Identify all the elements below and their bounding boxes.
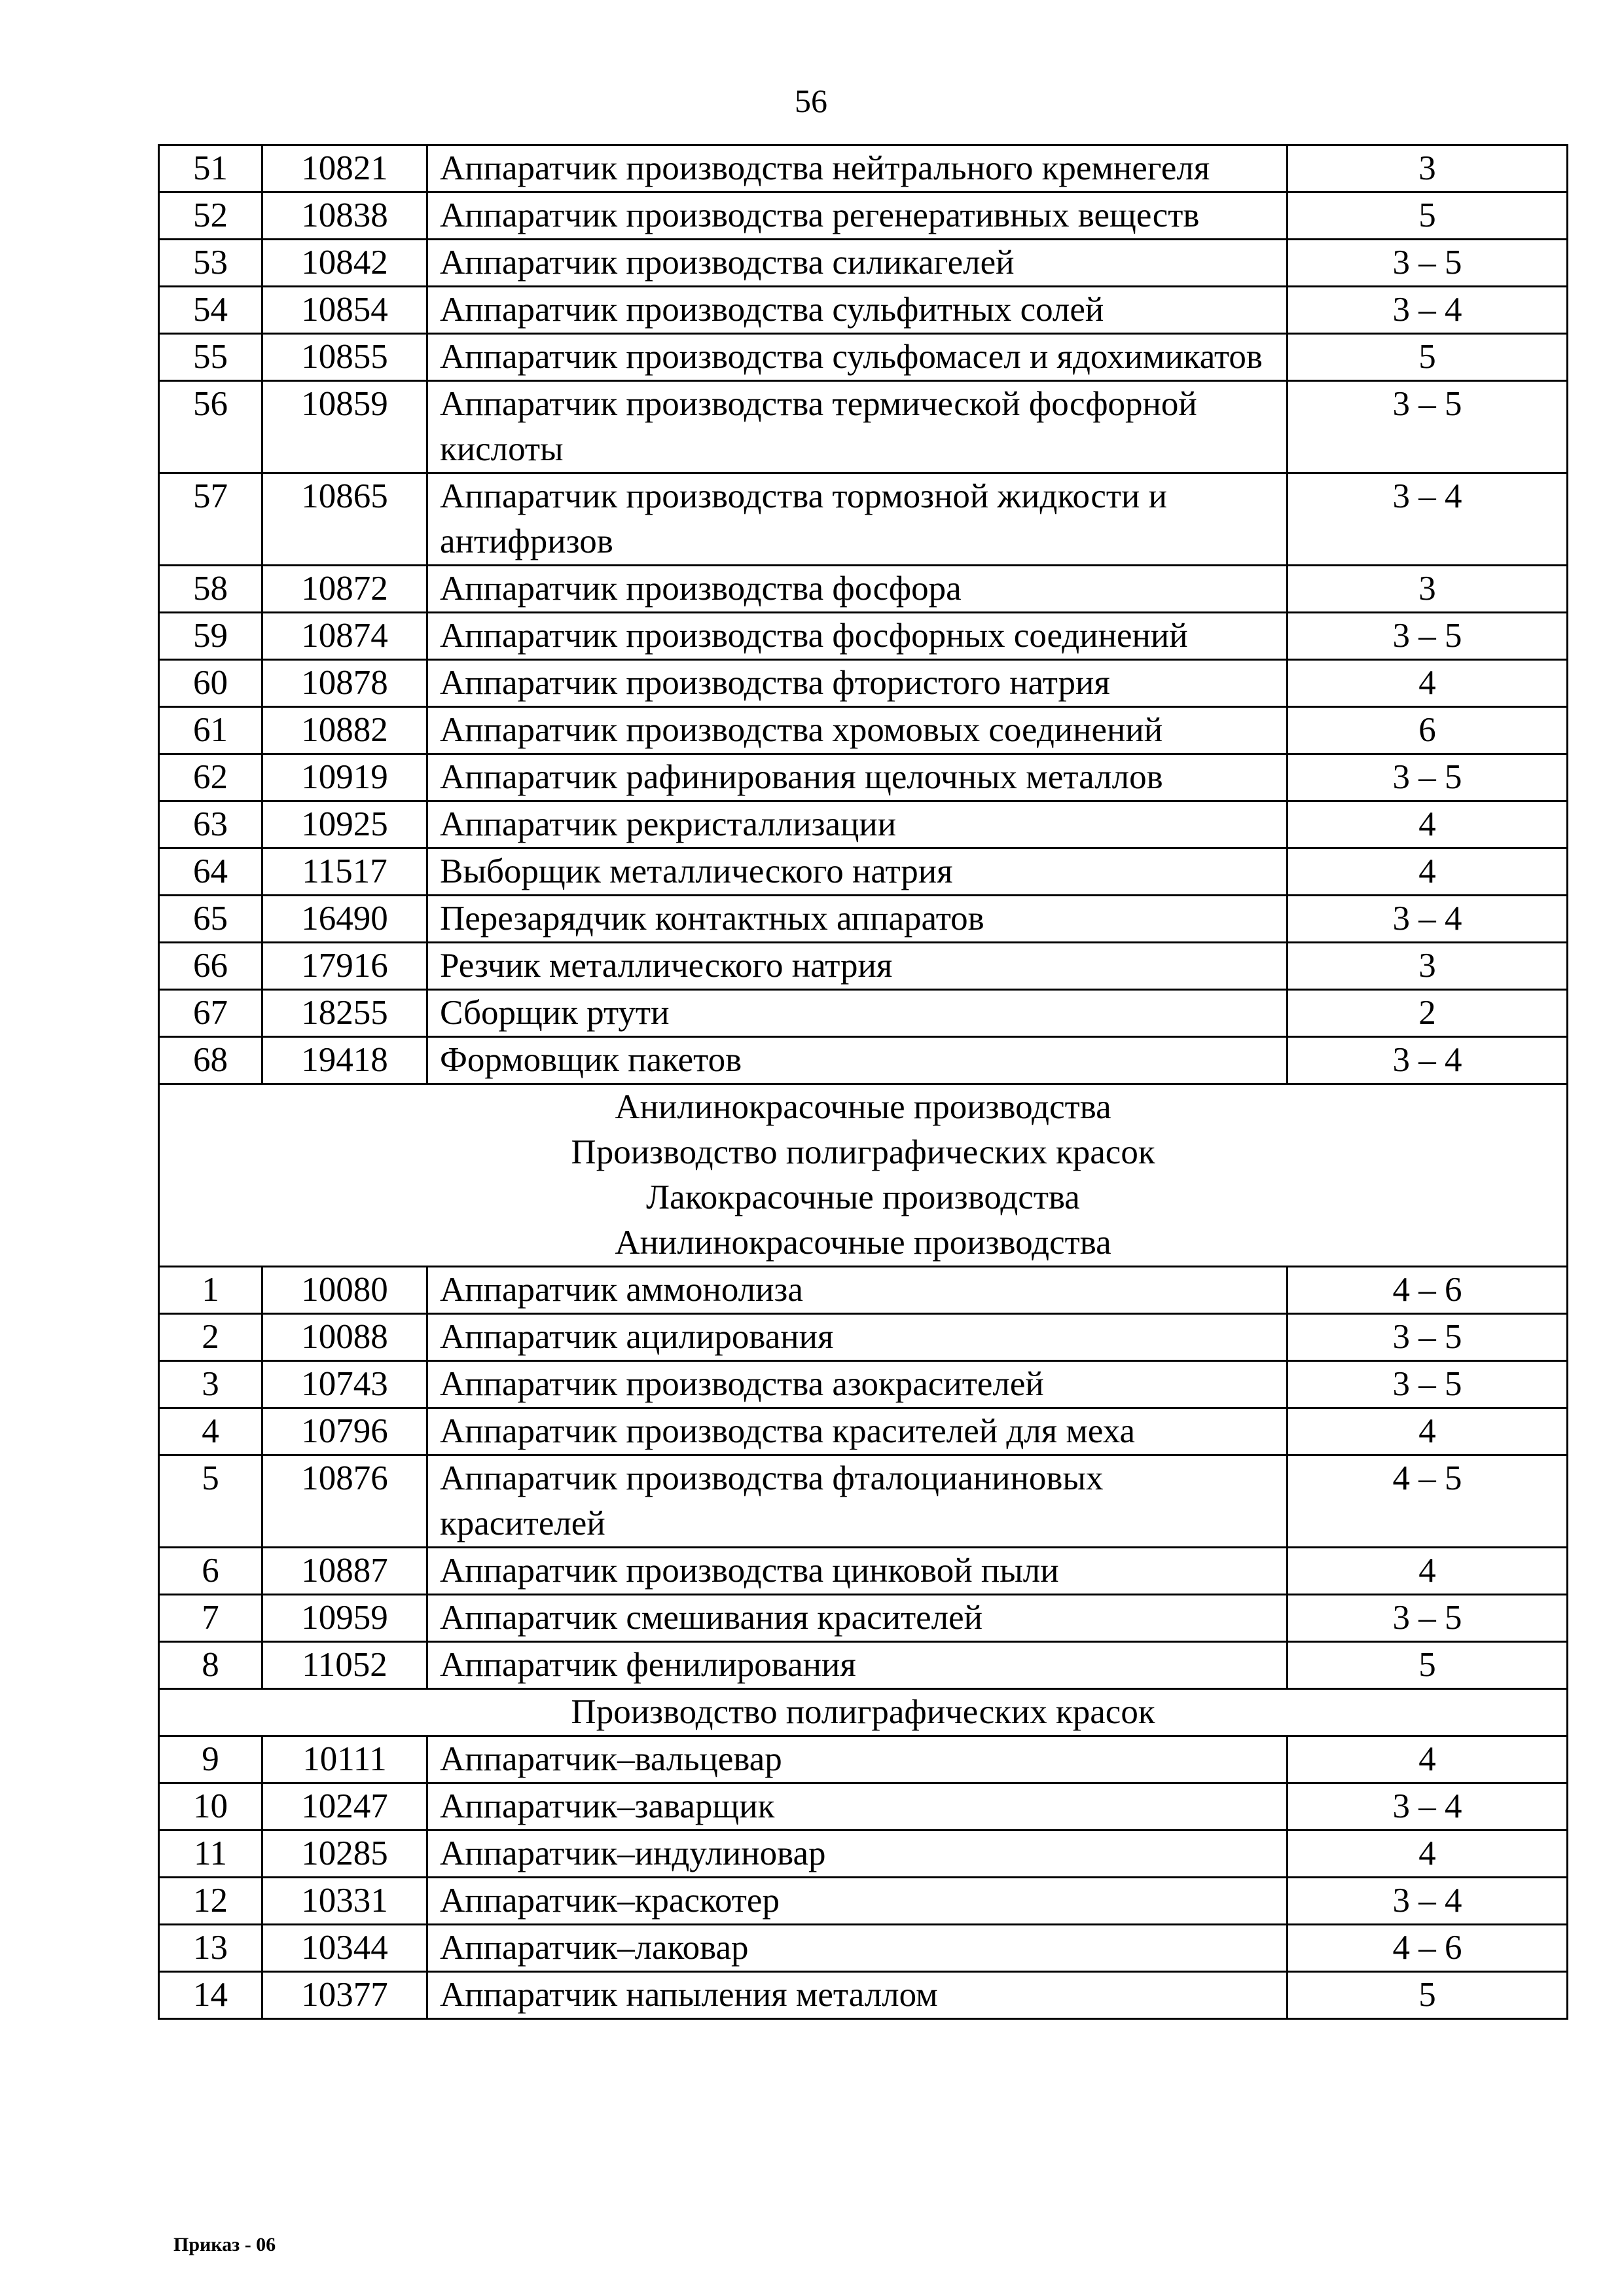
row-number: 4: [159, 1408, 262, 1455]
profession-name: Аппаратчик производства сульфитных солей: [427, 287, 1288, 334]
grade-range: 3 – 4: [1288, 473, 1568, 566]
row-number: 63: [159, 801, 262, 848]
table-row: [159, 801, 1568, 848]
section-header-row: [159, 1689, 1568, 1736]
profession-name: Резчик металлического натрия: [427, 943, 1288, 990]
grade-range: 3 – 5: [1288, 381, 1568, 473]
section-title: Анилинокрасочные производства: [615, 1224, 1111, 1262]
profession-name: Перезарядчик контактных аппаратов: [427, 896, 1288, 943]
table-row: [159, 1548, 1568, 1595]
profession-name: Аппаратчик производства фосфора: [427, 566, 1288, 613]
profession-code: 18255: [262, 990, 427, 1037]
table-row: [159, 1783, 1568, 1831]
grade-range: 4: [1288, 660, 1568, 707]
professions-table: [158, 144, 1568, 2020]
table-row: [159, 1267, 1568, 1314]
profession-name: Аппаратчик рекристаллизации: [427, 801, 1288, 848]
grade-range: 2: [1288, 990, 1568, 1037]
profession-name: Аппаратчик производства азокрасителей: [427, 1361, 1288, 1408]
profession-name: Аппаратчик–индулиновар: [427, 1831, 1288, 1878]
profession-name: Аппаратчик производства тормозной жидкости и антифризов: [427, 473, 1288, 566]
row-number: 1: [159, 1267, 262, 1314]
table-row: [159, 1642, 1568, 1689]
grade-range: 3 – 4: [1288, 287, 1568, 334]
grade-range: 3 – 5: [1288, 613, 1568, 660]
profession-name: Аппаратчик производства регенеративных веществ: [427, 192, 1288, 240]
row-number: 56: [159, 381, 262, 473]
table-row: [159, 896, 1568, 943]
profession-name: Аппаратчик аммонолиза: [427, 1267, 1288, 1314]
profession-code: 10344: [262, 1925, 427, 1972]
page-number: 56: [795, 82, 827, 119]
profession-code: 10247: [262, 1783, 427, 1831]
grade-range: 4: [1288, 801, 1568, 848]
grade-range: 4 – 6: [1288, 1267, 1568, 1314]
profession-name: Аппаратчик производства красителей для меха: [427, 1408, 1288, 1455]
section-title: Производство полиграфических красок: [571, 1693, 1155, 1731]
row-number: 60: [159, 660, 262, 707]
row-number: 3: [159, 1361, 262, 1408]
row-number: 55: [159, 334, 262, 381]
profession-name: Аппаратчик–краскотер: [427, 1878, 1288, 1925]
row-number: 67: [159, 990, 262, 1037]
table-row: [159, 1831, 1568, 1878]
grade-range: 4: [1288, 848, 1568, 896]
row-number: 57: [159, 473, 262, 566]
row-number: 58: [159, 566, 262, 613]
row-number: 13: [159, 1925, 262, 1972]
profession-name: Аппаратчик фенилирования: [427, 1642, 1288, 1689]
row-number: 14: [159, 1972, 262, 2019]
row-number: 68: [159, 1037, 262, 1084]
table-row: [159, 1736, 1568, 1783]
profession-code: 10887: [262, 1548, 427, 1595]
table-row: [159, 990, 1568, 1037]
profession-code: 10080: [262, 1267, 427, 1314]
table-row: [159, 334, 1568, 381]
grade-range: 3 – 4: [1288, 1878, 1568, 1925]
section-header: [159, 1689, 1568, 1736]
profession-name: Выборщик металлического натрия: [427, 848, 1288, 896]
row-number: 54: [159, 287, 262, 334]
row-number: 2: [159, 1314, 262, 1361]
table-row: [159, 1361, 1568, 1408]
profession-code: 10838: [262, 192, 427, 240]
profession-name: Аппаратчик производства силикагелей: [427, 240, 1288, 287]
row-number: 62: [159, 754, 262, 801]
profession-code: 10743: [262, 1361, 427, 1408]
profession-code: 10959: [262, 1595, 427, 1642]
profession-name: Аппаратчик рафинирования щелочных металлов: [427, 754, 1288, 801]
table-row: [159, 1408, 1568, 1455]
profession-code: 10285: [262, 1831, 427, 1878]
table-row: [159, 192, 1568, 240]
profession-name: Аппаратчик–заварщик: [427, 1783, 1288, 1831]
table-row: [159, 1037, 1568, 1084]
row-number: 51: [159, 145, 262, 192]
profession-name: Аппаратчик ацилирования: [427, 1314, 1288, 1361]
table-row: [159, 613, 1568, 660]
profession-name: Аппаратчик смешивания красителей: [427, 1595, 1288, 1642]
grade-range: 4 – 5: [1288, 1455, 1568, 1548]
grade-range: 3: [1288, 145, 1568, 192]
profession-code: 10876: [262, 1455, 427, 1548]
profession-code: 10925: [262, 801, 427, 848]
table-row: [159, 707, 1568, 754]
table-row: [159, 240, 1568, 287]
table-row: [159, 473, 1568, 566]
table-row: [159, 1595, 1568, 1642]
profession-name: Аппаратчик напыления металлом: [427, 1972, 1288, 2019]
row-number: 59: [159, 613, 262, 660]
table-row: [159, 145, 1568, 192]
row-number: 9: [159, 1736, 262, 1783]
profession-code: 10855: [262, 334, 427, 381]
table-row: [159, 943, 1568, 990]
profession-code: 10859: [262, 381, 427, 473]
row-number: 66: [159, 943, 262, 990]
profession-code: 16490: [262, 896, 427, 943]
grade-range: 3 – 5: [1288, 754, 1568, 801]
table-row: [159, 754, 1568, 801]
grade-range: 3 – 5: [1288, 240, 1568, 287]
profession-code: 10872: [262, 566, 427, 613]
section-header: [159, 1084, 1568, 1267]
row-number: 53: [159, 240, 262, 287]
table-row: [159, 381, 1568, 473]
grade-range: 3 – 4: [1288, 1783, 1568, 1831]
table-row: [159, 1925, 1568, 1972]
grade-range: 6: [1288, 707, 1568, 754]
table-row: [159, 1972, 1568, 2019]
grade-range: 5: [1288, 1642, 1568, 1689]
profession-code: 10919: [262, 754, 427, 801]
table-row: [159, 1314, 1568, 1361]
profession-code: 11517: [262, 848, 427, 896]
profession-name: Аппаратчик производства цинковой пыли: [427, 1548, 1288, 1595]
profession-name: Аппаратчик производства термической фосфорной кислоты: [427, 381, 1288, 473]
profession-code: 19418: [262, 1037, 427, 1084]
table-row: [159, 566, 1568, 613]
profession-name: Аппаратчик производства фталоцианиновых красителей: [427, 1455, 1288, 1548]
profession-code: 10878: [262, 660, 427, 707]
row-number: 12: [159, 1878, 262, 1925]
footer-label: Приказ - 06: [173, 2234, 276, 2255]
grade-range: 4: [1288, 1408, 1568, 1455]
grade-range: 3 – 5: [1288, 1314, 1568, 1361]
profession-code: 10331: [262, 1878, 427, 1925]
profession-name: Аппаратчик производства сульфомасел и ядохимикатов: [427, 334, 1288, 381]
profession-name: Аппаратчик производства фтористого натрия: [427, 660, 1288, 707]
grade-range: 3: [1288, 566, 1568, 613]
row-number: 7: [159, 1595, 262, 1642]
table-row: [159, 848, 1568, 896]
row-number: 65: [159, 896, 262, 943]
profession-name: Формовщик пакетов: [427, 1037, 1288, 1084]
profession-name: Аппаратчик производства фосфорных соединений: [427, 613, 1288, 660]
row-number: 52: [159, 192, 262, 240]
row-number: 11: [159, 1831, 262, 1878]
row-number: 64: [159, 848, 262, 896]
profession-code: 10796: [262, 1408, 427, 1455]
profession-code: 10865: [262, 473, 427, 566]
table-row: [159, 1455, 1568, 1548]
row-number: 5: [159, 1455, 262, 1548]
grade-range: 5: [1288, 334, 1568, 381]
grade-range: 3: [1288, 943, 1568, 990]
profession-code: 10854: [262, 287, 427, 334]
table-row: [159, 1878, 1568, 1925]
grade-range: 3 – 4: [1288, 896, 1568, 943]
table-row: [159, 287, 1568, 334]
profession-code: 10088: [262, 1314, 427, 1361]
profession-code: 10874: [262, 613, 427, 660]
profession-name: Аппаратчик–лаковар: [427, 1925, 1288, 1972]
grade-range: 4 – 6: [1288, 1925, 1568, 1972]
section-title: Лакокрасочные производства: [646, 1178, 1080, 1216]
grade-range: 4: [1288, 1736, 1568, 1783]
grade-range: 4: [1288, 1831, 1568, 1878]
row-number: 10: [159, 1783, 262, 1831]
grade-range: 3 – 5: [1288, 1361, 1568, 1408]
row-number: 6: [159, 1548, 262, 1595]
profession-name: Аппаратчик–вальцевар: [427, 1736, 1288, 1783]
section-header-row: [159, 1084, 1568, 1267]
grade-range: 5: [1288, 192, 1568, 240]
profession-code: 10821: [262, 145, 427, 192]
table-row: [159, 660, 1568, 707]
profession-name: Аппаратчик производства нейтрального кремнегеля: [427, 145, 1288, 192]
section-title: Анилинокрасочные производства: [615, 1088, 1111, 1126]
grade-range: 5: [1288, 1972, 1568, 2019]
row-number: 8: [159, 1642, 262, 1689]
profession-code: 10377: [262, 1972, 427, 2019]
profession-name: Сборщик ртути: [427, 990, 1288, 1037]
profession-code: 10882: [262, 707, 427, 754]
grade-range: 4: [1288, 1548, 1568, 1595]
profession-code: 10111: [262, 1736, 427, 1783]
profession-code: 10842: [262, 240, 427, 287]
profession-code: 11052: [262, 1642, 427, 1689]
profession-name: Аппаратчик производства хромовых соединений: [427, 707, 1288, 754]
row-number: 61: [159, 707, 262, 754]
grade-range: 3 – 5: [1288, 1595, 1568, 1642]
grade-range: 3 – 4: [1288, 1037, 1568, 1084]
profession-code: 17916: [262, 943, 427, 990]
section-title: Производство полиграфических красок: [571, 1133, 1155, 1171]
